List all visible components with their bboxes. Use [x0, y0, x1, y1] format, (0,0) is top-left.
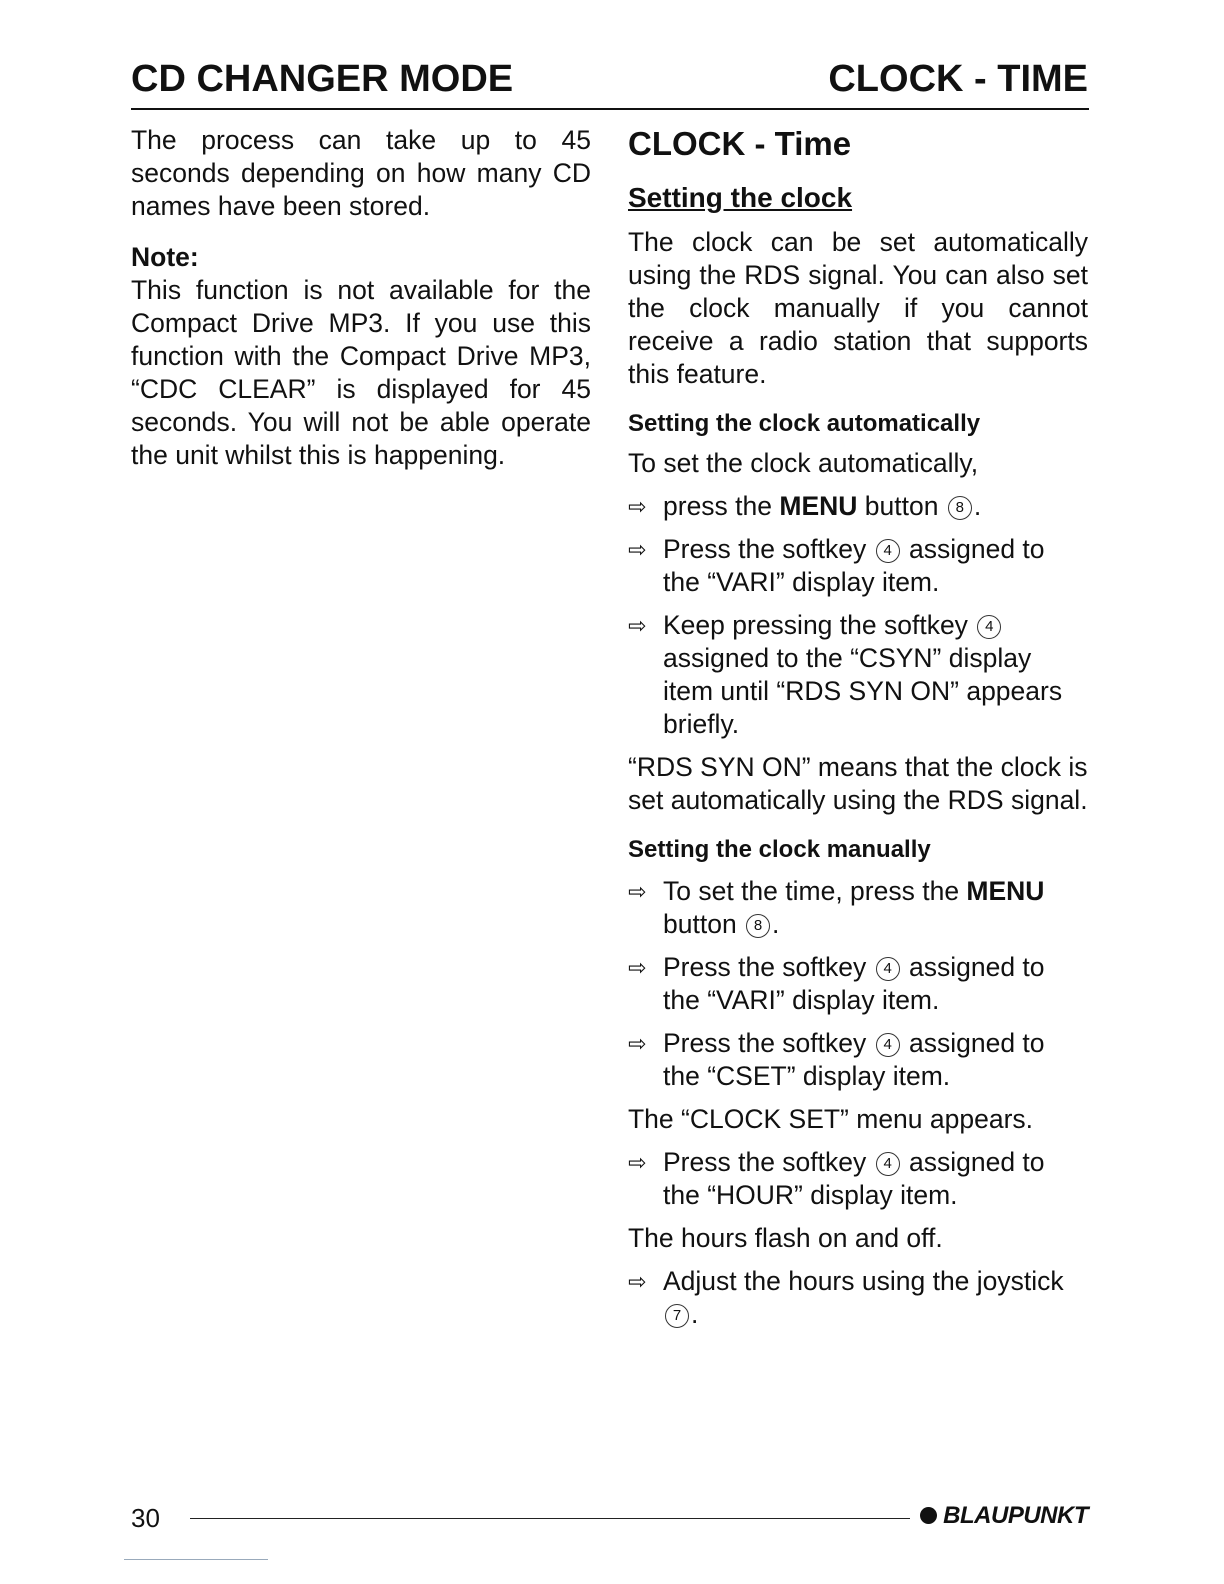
step-arrow-icon: ⇨: [628, 1031, 647, 1056]
button-number-badge: 4: [876, 1033, 900, 1057]
step-arrow-icon: ⇨: [628, 879, 647, 904]
right-column: [628, 124, 1088, 1331]
auto-step-3: [628, 609, 1088, 741]
step-text: assigned to the “VARI” display item.: [663, 534, 1045, 597]
manual-after-text-1: The “CLOCK SET” menu appears.: [628, 1104, 1034, 1134]
step-text: assigned to the “HOUR” display item.: [663, 1147, 1045, 1210]
step-end: .: [772, 909, 780, 939]
menu-button-label: MENU: [966, 876, 1045, 906]
header-right-title: CLOCK - TIME: [828, 58, 1088, 100]
note-heading: Note:: [131, 242, 199, 272]
button-number-badge: 8: [948, 496, 972, 520]
manual-step-3: [628, 1027, 1088, 1093]
step-text: Adjust the hours using the joystick: [663, 1266, 1064, 1296]
manual-after-text-2: The hours flash on and off.: [628, 1223, 943, 1253]
button-number-badge: 4: [977, 615, 1001, 639]
manual-step-2: [628, 951, 1088, 1017]
left-column: [131, 124, 591, 472]
footer-rule: [190, 1518, 910, 1519]
page-number: 30: [131, 1503, 160, 1533]
button-number-badge: 4: [876, 957, 900, 981]
brand-dot-icon: [920, 1507, 937, 1524]
menu-button-label: MENU: [779, 491, 858, 521]
subsection-intro: The clock can be set automatically using the RDS signal. You can also set the clock manually if you cannot receive a radio station that supports this feature.: [628, 227, 1088, 389]
brand-name: BLAUPUNKT: [943, 1502, 1088, 1529]
brand-logo: [920, 1502, 1088, 1530]
button-number-badge: 4: [876, 1152, 900, 1176]
step-text: assigned to the “VARI” display item.: [663, 952, 1045, 1015]
step-end: .: [973, 491, 982, 521]
step-text: assigned to the “CSET” display item.: [663, 1028, 1045, 1091]
bottom-decorative-line: [124, 1559, 268, 1560]
step-text: Keep pressing the softkey: [663, 610, 976, 640]
button-number-badge: 8: [746, 914, 770, 938]
header-left-title: CD CHANGER MODE: [131, 58, 514, 100]
manual-step-1: [628, 875, 1088, 941]
step-arrow-icon: ⇨: [628, 613, 647, 638]
step-arrow-icon: ⇨: [628, 537, 647, 562]
button-number-badge: 4: [876, 539, 900, 563]
manual-step-5: [628, 1265, 1088, 1331]
section-title: CLOCK - Time: [628, 125, 852, 162]
auto-step-1: [628, 490, 1088, 523]
step-text: Press the softkey: [663, 1028, 874, 1058]
header-rule: [131, 108, 1089, 110]
step-arrow-icon: ⇨: [628, 1150, 647, 1175]
step-text: Press the softkey: [663, 1147, 874, 1177]
step-text: To set the time, press the: [663, 876, 967, 906]
step-arrow-icon: ⇨: [628, 494, 647, 519]
note-paragraph: This function is not available for the Compact Drive MP3. If you use this function with the Compact Drive MP3, “CDC CLEAR” is displayed for 45 seconds. You will not be able operate the unit whilst this is happening.: [131, 275, 591, 470]
step-text: assigned to the “CSYN” display item until “RDS SYN ON” appears briefly.: [663, 643, 1063, 739]
button-number-badge: 7: [665, 1304, 689, 1328]
auto-heading: Setting the clock automatically: [628, 410, 981, 437]
step-arrow-icon: ⇨: [628, 1269, 647, 1294]
step-arrow-icon: ⇨: [628, 955, 647, 980]
step-end: .: [691, 1299, 699, 1329]
auto-after-text: “RDS SYN ON” means that the clock is set automatically using the RDS signal.: [628, 752, 1088, 815]
auto-step-2: [628, 533, 1088, 599]
step-text: press the: [663, 491, 780, 521]
manual-heading: Setting the clock manually: [628, 836, 931, 863]
auto-intro: To set the clock automatically,: [628, 448, 979, 478]
step-text: button: [663, 909, 745, 939]
step-text: Press the softkey: [663, 952, 874, 982]
step-text: Press the softkey: [663, 534, 874, 564]
left-intro-paragraph: The process can take up to 45 seconds depending on how many CD names have been stored.: [131, 125, 591, 221]
manual-step-4: [628, 1146, 1088, 1212]
subsection-title: Setting the clock: [628, 182, 853, 213]
step-text: button: [857, 491, 946, 521]
